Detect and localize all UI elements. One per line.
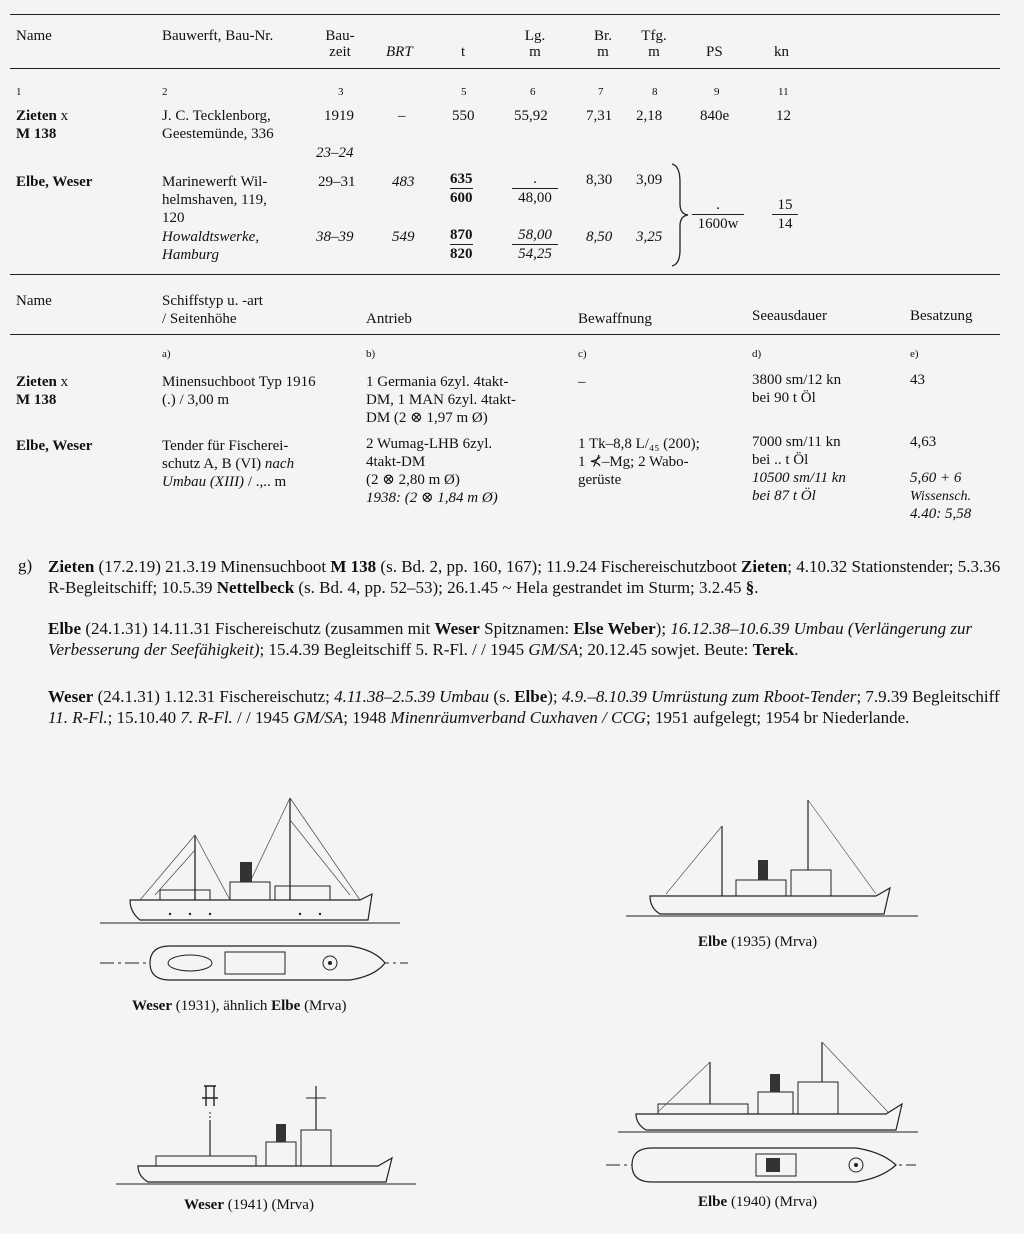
t2-zieten-antrieb-2: DM, 1 MAN 6zyl. 4takt- — [366, 392, 516, 408]
t2-zieten-see-2: bei 90 t Öl — [752, 390, 816, 406]
history-zieten-run: (17.2.19) 21.3.19 Minensuchboot — [94, 557, 331, 576]
history-zieten-run: Zieten — [48, 557, 95, 576]
caption-weser-1941: Weser (1941) (Mrva) — [184, 1197, 314, 1213]
t1-zieten-m138: M 138 — [16, 126, 57, 142]
history-elbe-run: . — [794, 640, 799, 659]
history-zieten-run: ; 4.10.32 Stationstender; 5.3.36 R-Begleitschiff; 10.5.39 — [48, 557, 1001, 597]
history-weser — [48, 686, 1008, 728]
history-weser-run: ; 1948 — [343, 708, 391, 727]
t2-zieten-antrieb-3: DM (2 ⊗ 1,97 m Ø) — [366, 410, 488, 426]
t2-elbe-antrieb-4: 1938: (2 ⊗ 1,84 m Ø) — [366, 490, 498, 506]
t2-header-name: Name — [16, 293, 52, 309]
t1-header-br-1: Br. — [594, 28, 612, 44]
t2-elbe-bes-1: 4,63 — [910, 434, 937, 450]
history-elbe-run: ; 20.12.45 sowjet. Beute: — [578, 640, 753, 659]
t1-zieten-kn: 12 — [776, 108, 791, 124]
t2-zieten-see-1: 3800 sm/12 kn — [752, 372, 842, 388]
t1-zieten-br: 7,31 — [586, 108, 613, 124]
t2-elbe-typ-1: Tender für Fischerei- — [162, 438, 289, 454]
t2-header-antrieb: Antrieb — [366, 311, 412, 327]
t1-header-ps: PS — [706, 44, 723, 60]
t1-elbe-werft-2: helmshaven, 119, — [162, 192, 267, 208]
t1-colnum-7: 7 — [598, 86, 604, 98]
history-elbe-run: 16.12.38–10.6.39 Umbau (Verlängerung zur Verbesserung der Seefähigkeit) — [48, 619, 973, 659]
t1-elbe-brt-2: 549 — [392, 229, 415, 245]
t2-zieten-name: Zieten x — [16, 374, 69, 390]
history-weser-run: 4.9.–8.10.39 Umrüstung zum Rboot-Tender — [561, 687, 857, 706]
history-weser-run: 7. R-Fl. — [180, 708, 233, 727]
table1-top-rule — [10, 14, 1000, 15]
t1-header-tfg-1: Tfg. — [641, 28, 667, 44]
history-zieten-run: M 138 — [330, 557, 377, 576]
history-weser-run: Elbe — [514, 687, 548, 706]
history-elbe-run: Else Weber — [573, 619, 656, 638]
history-weser-run: ; 1951 aufgelegt; 1954 br Niederlande. — [645, 708, 910, 727]
t1-elbe-t-1: $\frac{635}{600}$ — [450, 171, 473, 206]
t1-elbe-tfg-1: 3,09 — [636, 172, 663, 188]
history-weser-run: ; 7.9.39 Begleitschiff — [856, 687, 1000, 706]
t2-zieten-antrieb-1: 1 Germania 6zyl. 4takt- — [366, 374, 509, 390]
t1-elbe-name: Elbe, Weser — [16, 174, 93, 190]
t1-elbe-brt-1: 483 — [392, 174, 415, 190]
t1-zieten-bauzeit-2: 23–24 — [316, 145, 354, 161]
t2-elbe-bew-3: gerüste — [578, 472, 622, 488]
t1-zieten-lg: 55,92 — [514, 108, 548, 124]
t1-colnum-5: 5 — [461, 86, 467, 98]
t1-header-tfg-2: m — [648, 44, 660, 60]
ship-weser-1931-side — [100, 790, 400, 930]
t1-zieten-name: Zieten x — [16, 108, 69, 124]
t1-header-lg-2: m — [529, 44, 541, 60]
t1-zieten-werft-1: J. C. Tecklenborg, — [162, 108, 271, 124]
caption-elbe-1935: Elbe (1935) (Mrva) — [698, 934, 818, 950]
t1-elbe-lg-2: $\frac{58,00}{54,25}$ — [512, 226, 558, 263]
t1-header-bauzeit-2: zeit — [329, 44, 351, 60]
t2-letter-c: c) — [578, 348, 587, 360]
history-zieten-run: Zieten — [741, 557, 788, 576]
t1-elbe-werft-5: Hamburg — [162, 247, 219, 263]
t1-zieten-bauzeit: 1919 — [324, 108, 354, 124]
t2-elbe-antrieb-1: 2 Wumag-LHB 6zyl. — [366, 436, 493, 452]
t1-zieten-tfg: 2,18 — [636, 108, 663, 124]
table1-header-rule — [10, 68, 1000, 69]
t1-header-br-2: m — [597, 44, 609, 60]
t2-zieten-typ-2: (.) / 3,00 m — [162, 392, 230, 408]
history-elbe — [48, 618, 1008, 660]
t1-colnum-2: 2 — [162, 86, 168, 98]
t1-elbe-werft-3: 120 — [162, 210, 185, 226]
t2-header-typ-1: Schiffstyp u. -art — [162, 293, 263, 309]
t1-header-bauzeit-1: Bau- — [325, 28, 355, 44]
t1-header-brt: BRT — [386, 44, 413, 60]
t2-elbe-see-2: bei .. t Öl — [752, 452, 809, 468]
history-weser-run: (24.1.31) 1.12.31 Fischereischutz; — [93, 687, 335, 706]
history-label: g) — [18, 556, 33, 575]
history-zieten-run: . — [754, 578, 759, 597]
t1-zieten-ps: 840e — [700, 108, 730, 124]
t2-zieten-besatzung: 43 — [910, 372, 925, 388]
ship-elbe-1940-plan — [606, 1142, 916, 1188]
history-elbe-run: GM/SA — [528, 640, 579, 659]
t2-letter-d: d) — [752, 348, 762, 360]
t2-zieten-typ-1: Minensuchboot Typ 1916 — [162, 374, 316, 390]
ship-elbe-1935-side — [626, 796, 918, 920]
t1-header-kn: kn — [774, 44, 789, 60]
caption-elbe-1940: Elbe (1940) (Mrva) — [698, 1194, 818, 1210]
t1-colnum-8: 8 — [652, 86, 658, 98]
t1-header-t: t — [461, 44, 466, 60]
history-elbe-run: Terek — [752, 640, 795, 659]
t1-elbe-bauzeit-1: 29–31 — [318, 174, 356, 190]
t2-elbe-antrieb-3: (2 ⊗ 2,80 m Ø) — [366, 472, 460, 488]
caption-weser-1931: Weser (1931), ähnlich Elbe (Mrva) — [132, 998, 347, 1014]
history-elbe-run: (24.1.31) 14.11.31 Fischereischutz (zusammen mit — [81, 619, 435, 638]
t1-elbe-right-brace — [668, 162, 692, 268]
t2-letter-a: a) — [162, 348, 171, 360]
t1-elbe-lg-1: $\frac{.}{48,00}$ — [512, 170, 558, 207]
t2-elbe-see-1: 7000 sm/11 kn — [752, 434, 841, 450]
history-zieten — [48, 556, 1008, 598]
t2-elbe-typ-3: Umbau (XIII) / .,.. m — [162, 474, 287, 490]
ship-weser-1941-side — [116, 1080, 416, 1190]
t1-colnum-9: 9 — [714, 86, 720, 98]
history-elbe-run: ); — [655, 619, 671, 638]
t1-elbe-tfg-2: 3,25 — [636, 229, 663, 245]
t2-elbe-bes-4: 4.40: 5,58 — [910, 506, 972, 522]
t1-elbe-t-2: $\frac{870}{820}$ — [450, 227, 473, 262]
t2-elbe-bes-2: 5,60 + 6 — [910, 470, 962, 486]
history-elbe-run: Weser — [434, 619, 480, 638]
t1-elbe-kn: $\frac{15}{14}$ — [772, 196, 798, 233]
t1-elbe-werft-4: Howaldtswerke, — [162, 229, 260, 245]
t1-header-name: Name — [16, 28, 52, 44]
t1-header-bauwerft: Bauwerft, Bau-Nr. — [162, 28, 274, 44]
history-zieten-run: (s. Bd. 2, pp. 160, 167); 11.9.24 Fischereischutzboot — [376, 557, 742, 576]
table2-header-rule — [10, 334, 1000, 335]
t2-header-typ-2: / Seitenhöhe — [162, 311, 237, 327]
history-weser-run: Weser — [48, 687, 94, 706]
history-elbe-run: ; 15.4.39 Begleitschiff 5. R-Fl. / / 1945 — [259, 640, 529, 659]
history-weser-run: (s. — [489, 687, 515, 706]
t2-header-besatzung: Besatzung — [910, 308, 973, 324]
history-zieten-run: (s. Bd. 4, pp. 52–53); 26.1.45 ~ Hela gestrandet im Sturm; 3.2.45 — [294, 578, 746, 597]
t2-elbe-antrieb-2: 4takt-DM — [366, 454, 426, 470]
t2-letter-e: e) — [910, 348, 919, 360]
t1-zieten-t: 550 — [452, 108, 475, 124]
history-weser-run: 11. R-Fl. — [48, 708, 108, 727]
history-weser-run: ; 15.10.40 — [107, 708, 181, 727]
history-weser-run: Minenräumverband Cuxhaven / CCG — [390, 708, 646, 727]
t2-elbe-name: Elbe, Weser — [16, 438, 93, 454]
t1-elbe-br-1: 8,30 — [586, 172, 613, 188]
t2-elbe-see-3: 10500 sm/11 kn — [752, 470, 846, 486]
history-zieten-run: § — [745, 578, 755, 597]
t2-elbe-bew-1: 1 Tk–8,8 L/₄₅ (200); — [578, 436, 700, 452]
t1-colnum-11: 11 — [778, 86, 789, 98]
t1-colnum-6: 6 — [530, 86, 536, 98]
t2-letter-b: b) — [366, 348, 376, 360]
t2-header-seeausdauer: Seeausdauer — [752, 308, 827, 324]
ship-elbe-1940-side — [618, 1040, 918, 1136]
t1-elbe-bauzeit-2: 38–39 — [316, 229, 354, 245]
t1-colnum-3: 3 — [338, 86, 344, 98]
history-weser-run: ); — [547, 687, 562, 706]
history-weser-run: GM/SA — [293, 708, 344, 727]
t2-elbe-typ-2: schutz A, B (VI) nach — [162, 456, 295, 472]
t1-colnum-1: 1 — [16, 86, 22, 98]
t1-elbe-werft-1: Marinewerft Wil- — [162, 174, 268, 190]
history-elbe-run: Spitznamen: — [479, 619, 574, 638]
t2-zieten-m138: M 138 — [16, 392, 57, 408]
history-weser-run: / / 1945 — [232, 708, 294, 727]
t2-elbe-bes-3: Wissensch. — [910, 489, 972, 504]
t2-zieten-bewaffnung: – — [578, 374, 586, 390]
t1-elbe-ps: $\frac{.}{1600w}$ — [692, 196, 744, 233]
t1-elbe-br-2: 8,50 — [586, 229, 613, 245]
t1-zieten-brt: – — [398, 108, 406, 124]
t2-header-bewaffnung: Bewaffnung — [578, 311, 652, 327]
t1-header-lg-1: Lg. — [524, 28, 546, 44]
t2-elbe-bew-2: 1 ⊀–Mg; 2 Wabo- — [578, 454, 689, 470]
history-weser-run: 4.11.38–2.5.39 Umbau — [334, 687, 490, 706]
history-zieten-run: Nettelbeck — [216, 578, 295, 597]
history-elbe-run: Elbe — [48, 619, 82, 638]
ship-weser-1931-plan — [100, 940, 408, 986]
table1-bottom-rule — [10, 274, 1000, 275]
t2-elbe-see-4: bei 87 t Öl — [752, 488, 816, 504]
t1-zieten-werft-2: Geestemünde, 336 — [162, 126, 274, 142]
